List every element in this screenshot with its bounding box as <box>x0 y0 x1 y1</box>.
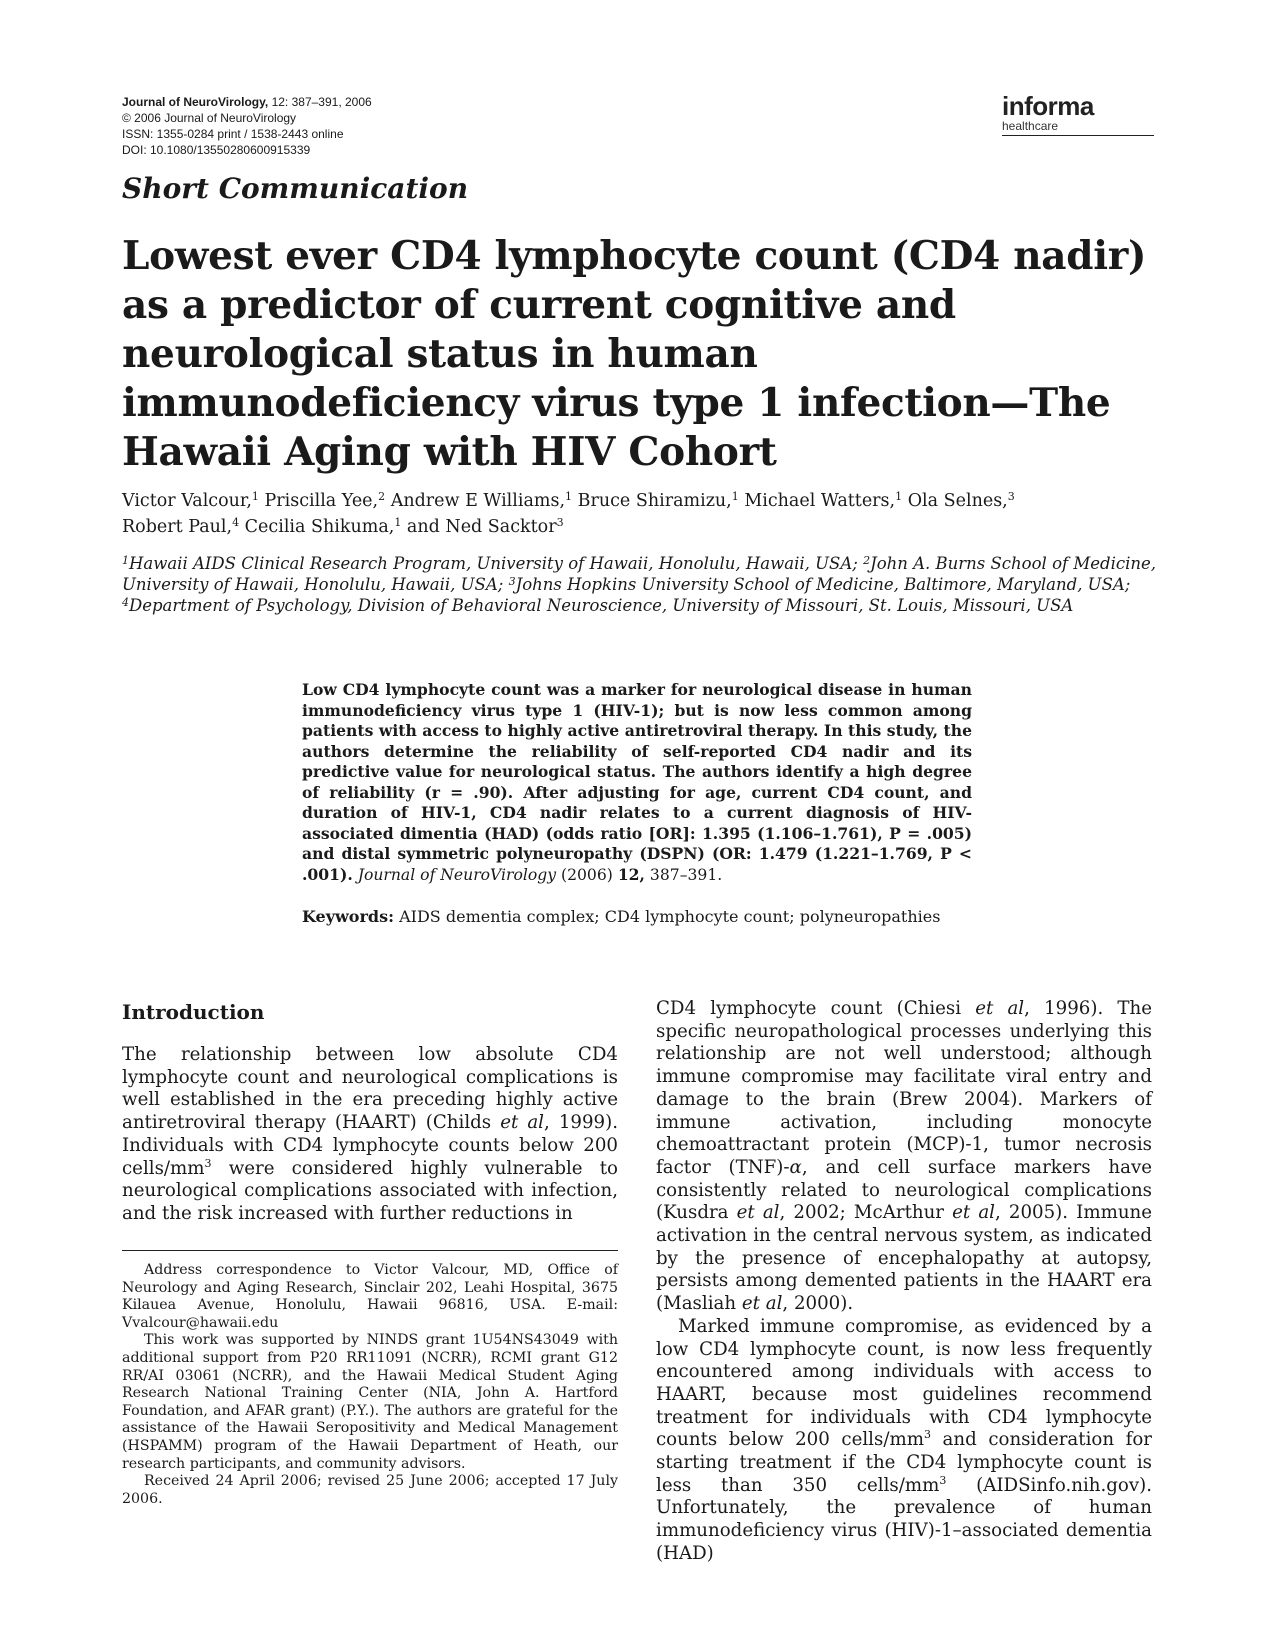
journal-citation-line <box>122 94 372 110</box>
affiliation: Department of Psychology, Division of Behavioral Neuroscience, University of Missouri, St. Louis, Missouri, USA <box>129 596 1074 615</box>
keywords <box>302 907 982 927</box>
footnote-correspondence: Address correspondence to Victor Valcour, MD, Office of Neurology and Aging Research, Sinclair 202, Leahi Hospital, 3675 Kilauea Avenue, Honolulu, Hawaii 96816, USA. E-mail: Vvalcour@hawaii.edu <box>122 1262 618 1331</box>
intro-paragraph-right-1: CD4 lymphocyte count (Chiesi et al, 1996). The specific neuropathological processes underlying this relationship are not well understood; although immune compromise may facilitate viral entry and damage to the brain (Brew 2004). Markers of immune activation, including monocyte chemoattractant protein (MCP)-1, tumor necrosis factor (TNF)-α, and cell surface markers have consistently related to neurological complications (Kusdra et al, 2002; McArthur et al, 2005). Immune activation in the central nervous system, as indicated by the presence of encephalopathy at autopsy, persists among demented patients in the HAART era (Masliah et al, 2000). <box>656 998 1153 1315</box>
publisher-brand: informa <box>1002 91 1094 121</box>
journal-volume-pages: 12: 387–391, 2006 <box>268 95 372 109</box>
affiliation: Johns Hopkins University School of Medicine, Baltimore, Maryland, USA; <box>515 575 1131 594</box>
author: Michael Watters,$^1$ <box>744 490 903 511</box>
journal-doi: DOI: 10.1080/13550280600915339 <box>122 143 311 157</box>
author-list <box>122 488 1162 540</box>
section-label: Short Communication <box>122 172 469 205</box>
footnote-funding: This work was supported by NINDS grant 1U54NS43049 with additional support from P20 RR11091 (NCRR), RCMI grant G12 RR/AI 03061 (NCRR), and the Hawaii Medical Student Aging Research National Training Center (NIA, John A. Hartford Foundation, and AFAR grant) (P.Y.). The authors are grateful for the assistance of the Hawaii Seropositivity and Medical Management (HSPAMM) program of the Hawaii Department of Heath, our research participants, and community advisors. <box>122 1332 618 1472</box>
footnote-rule <box>122 1250 618 1251</box>
intro-paragraph-left: The relationship between low absolute CD4 lymphocyte count and neurological complications is well established in the era preceding highly active antiretroviral therapy (HAART) (Childs et al, 1999). Individuals with CD4 lymphocyte counts below 200 cells/$mm^3$ were considered highly vulnerable to neurological complications associated with infection, and the risk increased with further reductions in <box>122 1044 618 1224</box>
publisher-rule <box>1002 135 1154 136</box>
journal-copyright: © 2006 Journal of NeuroVirology <box>122 111 297 125</box>
intro-right-column <box>656 998 1152 1566</box>
author: Andrew E Williams,$^1$ <box>390 490 573 511</box>
footnote-received: Received 24 April 2006; revised 25 June 2006; accepted 17 July 2006. <box>122 1473 618 1507</box>
abstract-body: Low CD4 lymphocyte count was a marker for neurological disease in human immunodeficiency virus type 1 (HIV-1); but is now less common among patients with access to highly active antiretroviral therapy. In this study, the authors determine the reliability of self-reported CD4 nadir and its predictive value for neurological status. The authors identify a high degree of reliability (r = .90). After adjusting for age, current CD4 count, and duration of HIV-1, CD4 nadir relates to a current diagnosis of HIV-associated dimentia (HAD) (odds ratio [OR]: 1.395 (1.106–1.761), P = .005) and distal symmetric polyneuropathy (DSPN) (OR: 1.479 (1.221–1.769, P < .001). <box>302 680 972 884</box>
abstract-citation-year: (2006) <box>556 865 618 884</box>
abstract-citation-volume: 12, <box>617 864 645 884</box>
affiliation: John A. Burns School of Medicine, University of Hawaii, Honolulu, Hawaii, USA; <box>122 554 1157 594</box>
publisher-logo <box>1002 93 1154 136</box>
abstract-citation-pages: 387–391. <box>644 865 723 884</box>
author: Bruce Shiramizu,$^1$ <box>577 490 739 511</box>
author: Victor Valcour,$^1$ <box>122 490 259 511</box>
intro-heading: Introduction <box>122 1000 265 1024</box>
article-title: Lowest ever CD4 lymphocyte count (CD4 nadir) as a predictor of current cognitive and neurological status in human immunodeficiency virus type 1 infection—The Hawaii Aging with HIV Cohort <box>122 233 1147 475</box>
author: and Ned Sacktor$^3$ <box>406 516 564 537</box>
affiliations: $^1$Hawaii AIDS Clinical Research Program, University of Hawaii, Honolulu, Hawaii, USA; $^2$John A. Burns School of Medicine, University of Hawaii, Honolulu, Hawaii, USA; $^3$Johns Hopkins University School of Medicine, Baltimore, Maryland, USA; $^4$Department of Psychology, Division of Behavioral Neuroscience, University of Missouri, St. Louis, Missouri, USA <box>122 554 1157 615</box>
journal-issn: ISSN: 1355-0284 print / 1538-2443 online <box>122 127 344 141</box>
abstract <box>302 680 972 885</box>
author: Robert Paul,$^4$ <box>122 516 240 537</box>
affiliation: Hawaii AIDS Clinical Research Program, University of Hawaii, Honolulu, Hawaii, USA; <box>129 554 864 573</box>
journal-info <box>122 94 372 158</box>
author: Priscilla Yee,$^2$ <box>264 490 386 511</box>
keywords-label: Keywords: <box>302 907 395 926</box>
abstract-citation-journal: Journal of NeuroVirology <box>352 865 557 884</box>
footnotes <box>122 1262 618 1508</box>
author: Ola Selnes,$^3$ <box>907 490 1015 511</box>
intro-paragraph-right-2: Marked immune compromise, as evidenced by a low CD4 lymphocyte count, is now less frequently encountered among individuals with access to HAART, because most guidelines recommend treatment for individuals with CD4 lymphocyte counts below 200 cells/$mm^3$ and consideration for starting treatment if the CD4 lymphocyte count is less than 350 cells/$mm^3$ (AIDSinfo.nih.gov). Unfortunately, the prevalence of human immunodeficiency virus (HIV)-1–associated dementia (HAD) <box>656 1315 1153 1564</box>
journal-name: Journal of NeuroVirology, <box>122 95 269 109</box>
publisher-sub: healthcare <box>1002 119 1059 133</box>
keywords-text: AIDS dementia complex; CD4 lymphocyte count; polyneuropathies <box>394 907 941 926</box>
author: Cecilia Shikuma,$^1$ <box>244 516 402 537</box>
